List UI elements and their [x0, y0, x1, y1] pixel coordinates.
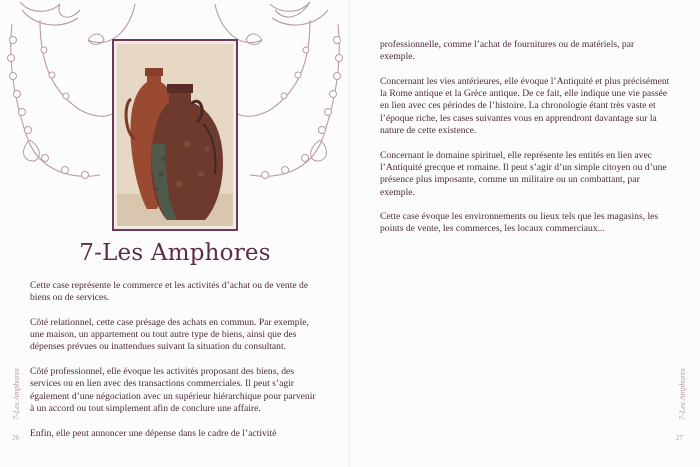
- amphorae-painting: [117, 44, 233, 226]
- paragraph: Concernant les vies antérieures, elle évoque l’Antiquité et plus précisément la Rome antique et la Grèce antique. De ce fait, elle indique une vie passée en lien avec ces périodes de l’histoire. La chronologie étant très vaste et l’époque riche, les cases suivantes vous en apprendront davantage sur la nature de cette existence.: [380, 75, 670, 137]
- right-body-text: [380, 39, 670, 248]
- paragraph: Concernant le domaine spirituel, elle représente les entités en lien avec l’Antiquité grecque et romaine. Il peut s’agir d’un simple citoyen ou d’une présence plus imposante, comme un militaire ou un combattant, par exemple.: [380, 149, 667, 198]
- paragraph: professionnelle, comme l’achat de fournitures ou de matériels, par exemple.: [380, 39, 635, 63]
- paragraph: Enfin, elle peut annoncer une dépense dans le cadre de l’activité: [30, 427, 277, 439]
- paragraph: Cette case évoque les environnements ou lieux tels que les magasins, les points de vente, les commerces, les locaux commerciaux...: [380, 211, 659, 235]
- running-head-left: 7-Les Amphores: [12, 368, 21, 420]
- card-illustration: [112, 39, 238, 231]
- paragraph: Cette case représente le commerce et les activités d’achat ou de vente de biens ou de services.: [30, 280, 309, 304]
- running-head-right: 7-Les Amphores: [678, 368, 687, 420]
- paragraph: Côté professionnel, elle évoque les activités proposant des biens, des services ou en lien avec des transactions commerciales. Il peut s’agir également d’une négociation avec un supérieur hiérarchique pour parvenir à un accord ou tout simplement afin de conclure une affaire.: [30, 366, 316, 414]
- chapter-title: 7-Les Amphores: [79, 240, 271, 266]
- page-number-right: 27: [676, 434, 683, 442]
- left-body-text: [30, 280, 322, 452]
- page-number-left: 26: [12, 434, 19, 442]
- paragraph: Côté relationnel, cette case présage des achats en commun. Par exemple, une maison, un appartement ou tout autre type de biens, ainsi que des dépenses prévues ou inattendues suivant la situation du consultant.: [30, 316, 309, 353]
